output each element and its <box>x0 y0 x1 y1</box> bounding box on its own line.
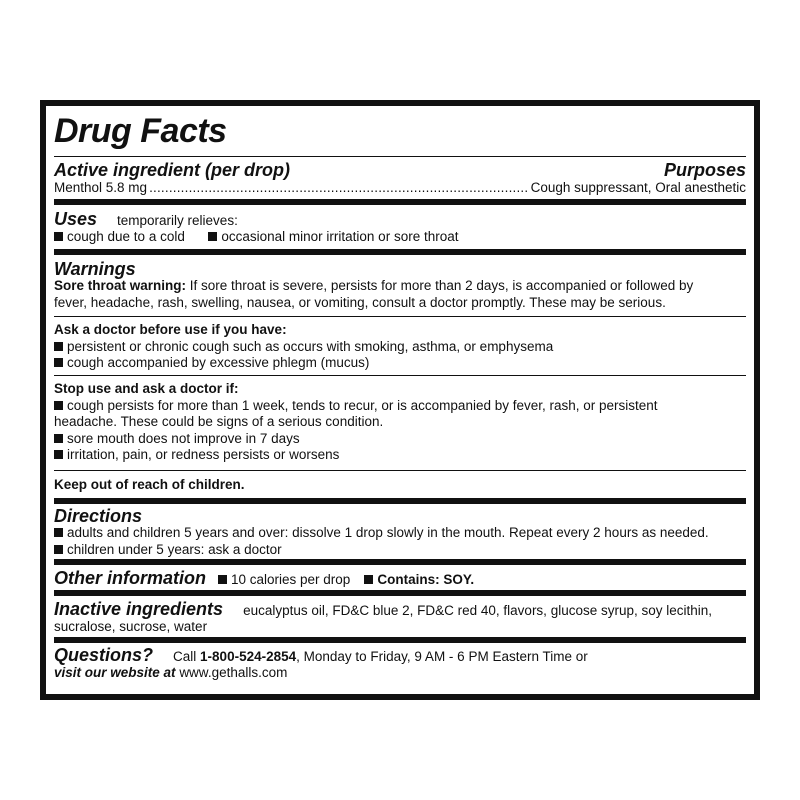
inactive-ingredients-section <box>54 590 746 637</box>
bullet-square-icon <box>54 401 63 410</box>
stop-use-label: Stop use and ask a doctor if: <box>54 381 239 396</box>
active-ingredient-section <box>54 156 746 199</box>
website-link[interactable]: www.gethalls.com <box>179 664 288 680</box>
uses-header: Uses <box>54 209 98 229</box>
drug-facts-panel <box>40 100 760 700</box>
purposes-header: Purposes <box>663 160 746 180</box>
allergen-info: Contains: SOY. <box>377 572 475 587</box>
sore-throat-text-1: If sore throat is severe, persists for more than 2 days, is accompanied or followed by <box>189 278 694 293</box>
phone-number[interactable]: 1-800-524-2854 <box>200 649 297 664</box>
dot-leader <box>149 180 529 197</box>
warnings-header: Warnings <box>54 259 136 279</box>
ask-doctor-section <box>54 316 746 375</box>
list-item-continued: headache. These could be signs of a serious condition. <box>54 414 384 429</box>
ask-doctor-label: Ask a doctor before use if you have: <box>54 322 287 337</box>
active-ingredient-header: Active ingredient (per drop) <box>54 160 291 180</box>
questions-section <box>54 637 746 683</box>
uses-section <box>54 199 746 249</box>
other-info-section <box>54 559 746 590</box>
bullet-square-icon <box>218 575 227 584</box>
list-item: sore mouth does not improve in 7 days <box>67 430 300 446</box>
inactive-ingredients-header: Inactive ingredients <box>54 599 224 619</box>
bullet-square-icon <box>54 434 63 443</box>
call-label: Call <box>173 649 197 664</box>
keep-out-section <box>54 470 746 498</box>
other-info-header: Other information <box>54 568 206 588</box>
list-item: cough persists for more than 1 week, tends to recur, or is accompanied by fever, rash, or persistent <box>67 397 658 413</box>
directions-header: Directions <box>54 506 143 526</box>
list-item: cough due to a cold <box>67 228 185 244</box>
bullet-square-icon <box>54 528 63 537</box>
inactive-ingredients-text-2: sucralose, sucrose, water <box>54 618 208 634</box>
bullet-square-icon <box>54 342 63 351</box>
bullet-square-icon <box>364 575 373 584</box>
bullet-square-icon <box>54 358 63 367</box>
sore-throat-warning <box>54 278 746 295</box>
list-item: occasional minor irritation or sore throat <box>221 228 459 244</box>
page-title: Drug Facts <box>54 112 227 150</box>
inactive-ingredients-text-1: eucalyptus oil, FD&C blue 2, FD&C red 40, flavors, glucose syrup, soy lecithin, <box>243 603 713 618</box>
bullet-square-icon <box>54 545 63 554</box>
list-item: cough accompanied by excessive phlegm (mucus) <box>67 355 370 370</box>
directions-section <box>54 498 746 559</box>
drug-facts-inner <box>46 106 754 694</box>
ingredient-name: Menthol 5.8 mg <box>54 180 148 195</box>
keep-out-text: Keep out of reach of children. <box>54 477 245 492</box>
other-info-item: 10 calories per drop <box>231 572 351 587</box>
questions-header: Questions? <box>54 645 154 665</box>
bullet-square-icon <box>208 232 217 241</box>
hours-text: , Monday to Friday, 9 AM - 6 PM Eastern Time or <box>296 649 588 664</box>
sore-throat-label: Sore throat warning: <box>54 278 187 293</box>
list-item: irritation, pain, or redness persists or worsens <box>67 447 340 462</box>
list-item: persistent or chronic cough such as occurs with smoking, asthma, or emphysema <box>67 338 554 354</box>
active-ingredient-row <box>54 180 746 197</box>
list-item: children under 5 years: ask a doctor <box>67 541 282 557</box>
uses-items <box>54 229 746 246</box>
sore-throat-text-2: fever, headache, rash, swelling, nausea, or vomiting, consult a doctor promptly. These may be serious. <box>54 294 666 310</box>
stop-use-section <box>54 375 746 470</box>
warnings-section <box>54 249 746 316</box>
ingredient-purpose: Cough suppressant, Oral anesthetic <box>530 180 746 195</box>
uses-intro: temporarily relieves: <box>117 213 238 228</box>
bullet-square-icon <box>54 232 63 241</box>
list-item: adults and children 5 years and over: dissolve 1 drop slowly in the mouth. Repeat every 2 hours as needed. <box>67 525 709 540</box>
bullet-square-icon <box>54 450 63 459</box>
visit-label: visit our website at <box>54 664 176 680</box>
